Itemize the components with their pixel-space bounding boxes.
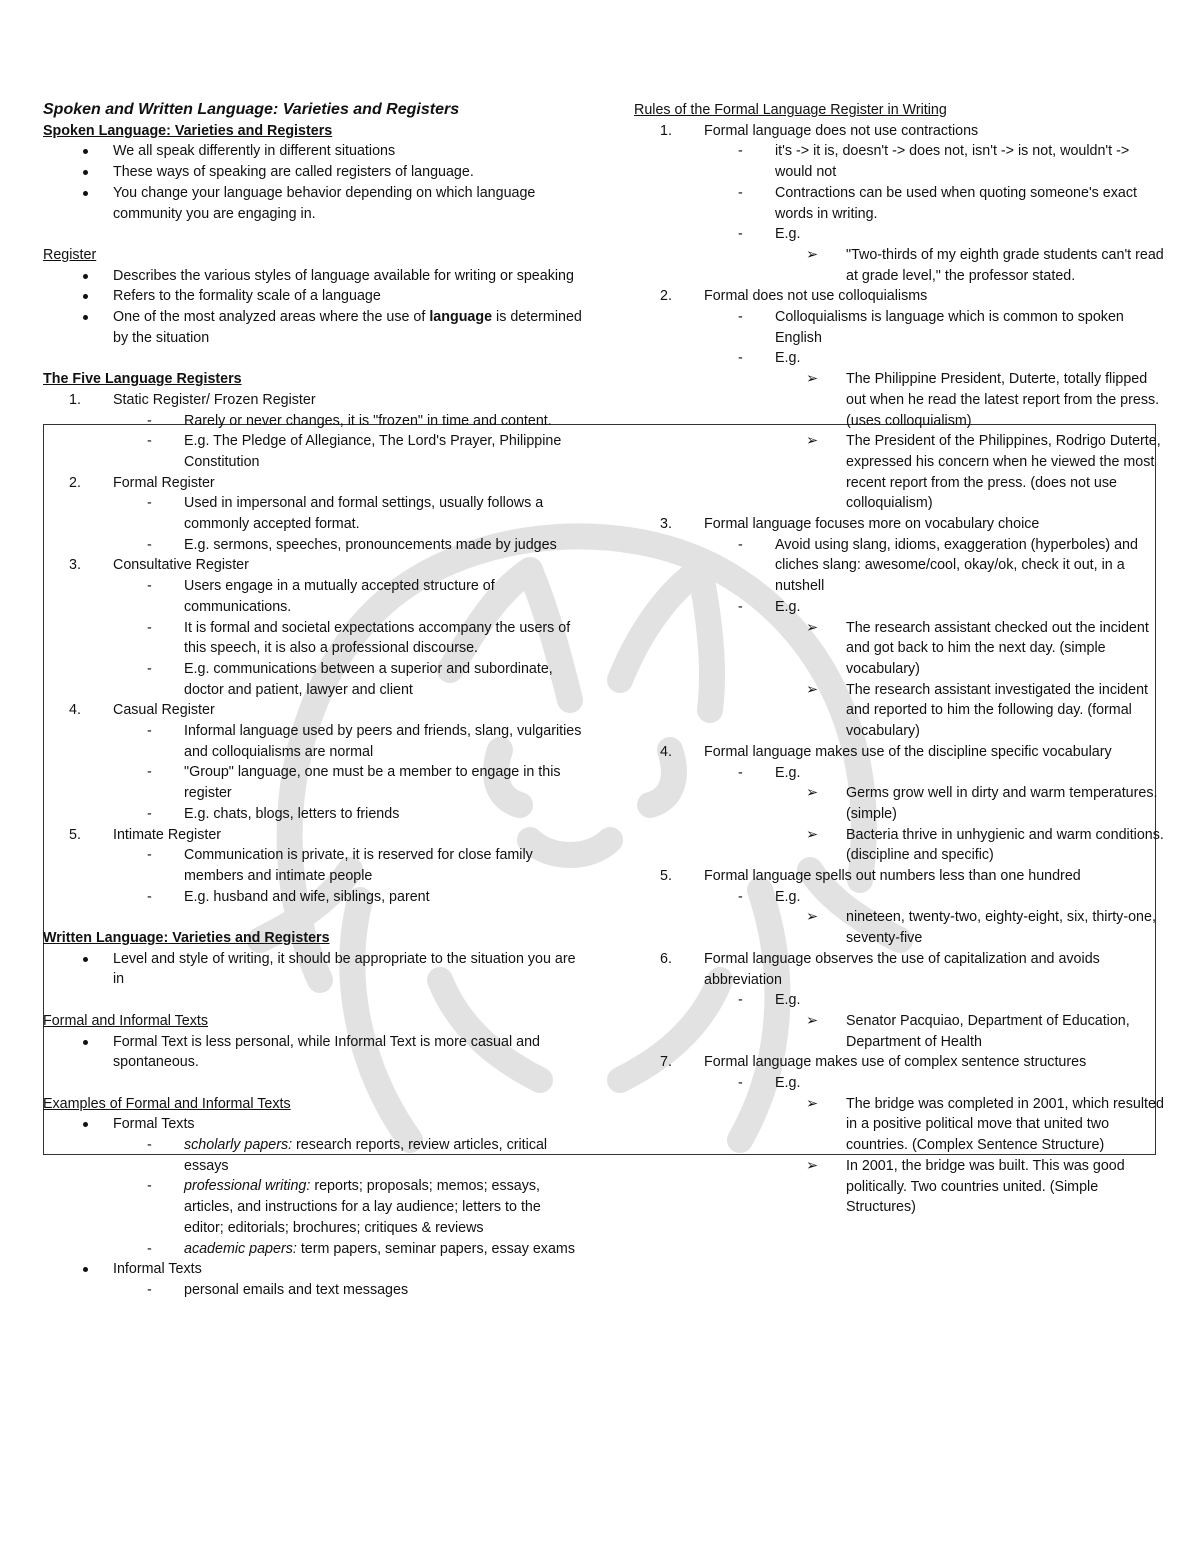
list-item: - E.g. sermons, speeches, pronouncements made by judges	[147, 536, 557, 553]
list-item: - Avoid using slang, idioms, exaggeration (hyperboles) and cliches slang: awesome/cool, okay/ok, check it out, in a nutshell	[738, 536, 1138, 595]
list-item: - E.g.	[738, 888, 801, 905]
register-item: 4. Casual Register	[69, 702, 215, 719]
list-item: Formal Texts	[43, 1114, 583, 1135]
rule-item: 6. Formal language observes the use of capitalization and avoids abbreviation	[660, 950, 1100, 988]
list-item: You change your language behavior depending on which language community you are engaging in.	[43, 183, 583, 224]
list-item: - E.g.	[738, 992, 801, 1009]
example-item: ➢ The research assistant checked out the incident and got back to him the next day. (simple vocabulary)	[806, 619, 1149, 677]
rule-item: 1. Formal language does not use contractions	[660, 122, 979, 139]
list-item: - E.g.	[738, 598, 801, 615]
spoken-heading: Spoken Language: Varieties and Registers	[43, 122, 333, 139]
example-item: ➢ Senator Pacquiao, Department of Education, Department of Health	[806, 1012, 1130, 1050]
list-item: Refers to the formality scale of a language	[43, 286, 583, 307]
register-heading: Register	[43, 246, 97, 263]
list-item: - E.g. The Pledge of Allegiance, The Lord's Prayer, Philippine Constitution	[147, 433, 562, 470]
list-item: - "Group" language, one must be a member to engage in this register	[147, 764, 561, 802]
list-item: Formal Text is less personal, while Informal Text is more casual and spontaneous.	[43, 1032, 583, 1073]
example-item: ➢ The President of the Philippines, Rodrigo Duterte, expressed his concern when he viewed the most recent report from the press. (does not use colloquialism)	[806, 433, 1161, 512]
example-item: ➢ Germs grow well in dirty and warm temperatures. (simple)	[806, 785, 1158, 822]
rule-item: 7. Formal language makes use of complex sentence structures	[660, 1054, 1087, 1071]
list-item: - scholarly papers: research reports, review articles, critical essays	[147, 1137, 548, 1174]
list-item: - E.g. husband and wife, siblings, parent	[147, 888, 430, 905]
left-column	[43, 100, 583, 1301]
example-item: ➢ nineteen, twenty-two, eighty-eight, six, thirty-one, seventy-five	[806, 909, 1156, 947]
rule-item: 3. Formal language focuses more on vocabulary choice	[660, 516, 1040, 533]
list-item: One of the most analyzed areas where the use of language is determined by the situation	[43, 307, 583, 348]
list-item: - Colloquialisms is language which is common to spoken English	[738, 309, 1124, 346]
examples-heading: Examples of Formal and Informal Texts	[43, 1095, 291, 1112]
list-item: - Users engage in a mutually accepted structure of communications.	[147, 578, 495, 615]
list-item: - it's -> it is, doesn't -> does not, isn't -> is not, wouldn't -> would not	[738, 143, 1130, 181]
register-item: 1. Static Register/ Frozen Register	[69, 391, 316, 408]
example-item: ➢ Bacteria thrive in unhygienic and warm conditions. (discipline and specific)	[806, 826, 1164, 864]
list-item: - Informal language used by peers and friends, slang, vulgarities and colloquialisms are normal	[147, 723, 582, 760]
rule-item: 4. Formal language makes use of the discipline specific vocabulary	[660, 743, 1112, 760]
list-item: - professional writing: reports; proposals; memos; essays, articles, and instructions for a lay audience; letters to the editor; editorials; brochures; critiques & reviews	[147, 1178, 541, 1236]
list-item: We all speak differently in different situations	[43, 141, 583, 162]
list-item: - E.g.	[738, 1075, 801, 1092]
example-item: ➢ The research assistant investigated the incident and reported to him the following day. (formal vocabulary)	[806, 681, 1148, 740]
list-item: - Communication is private, it is reserved for close family members and intimate people	[147, 847, 533, 884]
list-item: - E.g. communications between a superior and subordinate, doctor and patient, lawyer and client	[147, 660, 553, 698]
register-item: 2. Formal Register	[69, 474, 215, 491]
list-item: Informal Texts	[43, 1259, 583, 1280]
list-item: - It is formal and societal expectations accompany the users of this speech, it is also a professional discourse.	[147, 619, 571, 657]
list-item: - academic papers: term papers, seminar papers, essay exams	[147, 1240, 575, 1257]
example-item: ➢ The Philippine President, Duterte, totally flipped out when he read the latest report from the press. (uses colloquialism)	[806, 371, 1160, 429]
list-item: Describes the various styles of language available for writing or speaking	[43, 266, 583, 287]
list-item: - E.g.	[738, 350, 801, 367]
list-item: Level and style of writing, it should be appropriate to the situation you are in	[43, 949, 583, 990]
right-column	[634, 100, 1164, 1218]
formal-informal-heading: Formal and Informal Texts	[43, 1012, 209, 1029]
list-item: - E.g.	[738, 764, 801, 781]
list-item: - personal emails and text messages	[147, 1282, 409, 1298]
rule-item: 5. Formal language spells out numbers less than one hundred	[660, 868, 1081, 885]
register-item: 5. Intimate Register	[69, 826, 222, 843]
document-title: Spoken and Written Language: Varieties and Registers	[43, 101, 460, 118]
example-item: ➢ The bridge was completed in 2001, which resulted in a positive political move that united two countries. (Complex Sentence Structure)	[806, 1095, 1164, 1154]
example-item: ➢ "Two-thirds of my eighth grade students can't read at grade level," the professor stated.	[806, 246, 1164, 284]
written-heading: Written Language: Varieties and Registers	[43, 930, 330, 947]
example-item: ➢ In 2001, the bridge was built. This was good politically. Two countries united. (Simple Structures)	[806, 1157, 1125, 1216]
rule-item: 2. Formal does not use colloquialisms	[660, 288, 928, 305]
register-item: 3. Consultative Register	[69, 557, 249, 574]
list-item: - Used in impersonal and formal settings, usually follows a commonly accepted format.	[147, 495, 544, 533]
list-item: - E.g. chats, blogs, letters to friends	[147, 805, 400, 822]
rules-heading: Rules of the Formal Language Register in Writing	[634, 102, 947, 118]
list-item: - E.g.	[738, 226, 801, 243]
list-item: - Rarely or never changes, it is "frozen" in time and content.	[147, 412, 552, 429]
five-registers-heading: The Five Language Registers	[43, 371, 242, 388]
list-item: - Contractions can be used when quoting someone's exact words in writing.	[738, 184, 1137, 222]
list-item: These ways of speaking are called registers of language.	[43, 162, 583, 183]
